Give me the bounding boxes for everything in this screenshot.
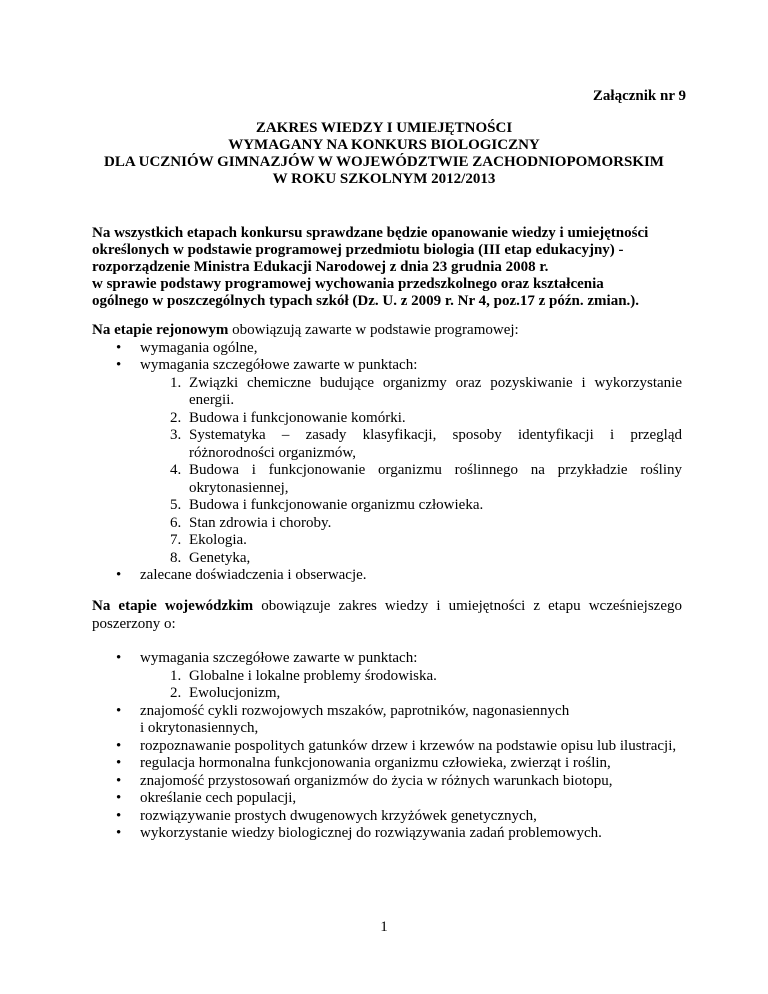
item-number: 2. bbox=[170, 409, 182, 426]
item-number: 1. bbox=[170, 667, 182, 684]
list-item bbox=[140, 685, 682, 703]
item-number: 1. bbox=[170, 374, 182, 391]
cycles-line: znajomość cykli rozwojowych mszaków, paprotników, nagonasiennych bbox=[140, 702, 570, 719]
list-item bbox=[92, 567, 682, 585]
bullet-text: rozwiązywanie prostych dwugenowych krzyżówek genetycznych, bbox=[140, 807, 537, 824]
list-item bbox=[92, 808, 682, 826]
bullet-text: regulacja hormonalna funkcjonowania organizmu człowieka, zwierząt i roślin, bbox=[140, 755, 611, 771]
voivodeship-lead-bold: Na etapie wojewódzkim bbox=[92, 598, 254, 614]
list-item bbox=[92, 703, 682, 738]
item-number: 2. bbox=[170, 685, 182, 701]
cycles-line: i okrytonasiennych, bbox=[140, 720, 259, 736]
item-text: Budowa i funkcjonowanie organizmu roślinnego na przykładzie rośliny okrytonasiennej, bbox=[189, 462, 682, 496]
item-text: Globalne i lokalne problemy środowiska. bbox=[189, 667, 437, 684]
list-item bbox=[92, 340, 682, 358]
regional-bullet-list bbox=[92, 340, 682, 585]
list-item bbox=[92, 650, 682, 703]
regional-numbered-list bbox=[140, 375, 682, 568]
item-text: Budowa i funkcjonowanie organizmu człowieka. bbox=[189, 497, 484, 513]
regional-lead-bold: Na etapie rejonowym bbox=[92, 322, 229, 338]
item-number: 3. bbox=[170, 427, 182, 443]
page-number: 1 bbox=[380, 919, 388, 935]
voivodeship-stage-section bbox=[92, 598, 682, 843]
list-item bbox=[140, 462, 682, 497]
list-item bbox=[140, 497, 682, 515]
item-text: Budowa i funkcjonowanie komórki. bbox=[189, 409, 406, 426]
intro-paragraph bbox=[92, 225, 684, 310]
title-line: DLA UCZNIÓW GIMNAZJÓW W WOJEWÓDZTWIE ZACHODNIOPOMORSKIM bbox=[104, 154, 664, 170]
item-number: 8. bbox=[170, 549, 182, 566]
regional-experiments: zalecane doświadczenia i obserwacje. bbox=[140, 567, 367, 583]
list-item bbox=[140, 515, 682, 533]
item-text: Stan zdrowia i choroby. bbox=[189, 514, 332, 531]
list-item bbox=[140, 410, 682, 428]
intro-line: określonych w podstawie programowej przedmiotu biologia (III etap edukacyjny) - bbox=[92, 242, 624, 258]
intro-line: w sprawie podstawy programowej wychowania przedszkolnego oraz kształcenia bbox=[92, 276, 604, 292]
bullet-text: wykorzystanie wiedzy biologicznej do rozwiązywania zadań problemowych. bbox=[140, 825, 602, 841]
voivodeship-bullet-list bbox=[92, 650, 682, 843]
voivodeship-lead-rest: obowiązuje zakres wiedzy i umiejętności z etapu wcześniejszego poszerzony o: bbox=[92, 598, 682, 632]
regional-lead bbox=[92, 322, 682, 340]
item-text: Związki chemiczne budujące organizmy oraz pozyskiwanie i wykorzystanie energii. bbox=[189, 374, 682, 408]
voivodeship-specific: wymagania szczegółowe zawarte w punktach: bbox=[140, 650, 418, 666]
regional-specific: wymagania szczegółowe zawarte w punktach: bbox=[140, 357, 418, 373]
title-line: W ROKU SZKOLNYM 2012/2013 bbox=[272, 171, 496, 187]
document-title bbox=[60, 120, 708, 188]
list-item bbox=[92, 790, 682, 808]
intro-line: ogólnego w poszczególnych typach szkół (Dz. U. z 2009 r. Nr 4, poz.17 z późn. zmian.). bbox=[92, 293, 640, 309]
item-text: Ekologia. bbox=[189, 532, 247, 548]
title-line: WYMAGANY NA KONKURS BIOLOGICZNY bbox=[228, 137, 540, 153]
list-item bbox=[92, 773, 682, 791]
item-number: 5. bbox=[170, 497, 182, 513]
intro-line: Na wszystkich etapach konkursu sprawdzane będzie opanowanie wiedzy i umiejętności bbox=[92, 225, 649, 241]
bullet-text: znajomość przystosowań organizmów do życia w różnych warunkach biotopu, bbox=[140, 772, 613, 789]
regional-general: wymagania ogólne, bbox=[140, 339, 258, 356]
list-item bbox=[140, 427, 682, 462]
list-item bbox=[92, 825, 682, 843]
list-item bbox=[92, 738, 682, 756]
regional-stage-section bbox=[92, 322, 682, 585]
item-text: Systematyka – zasady klasyfikacji, sposoby identyfikacji i przegląd różnorodności organizmów, bbox=[189, 427, 682, 461]
list-item bbox=[140, 375, 682, 410]
list-item bbox=[92, 755, 682, 773]
item-text: Ewolucjonizm, bbox=[189, 685, 281, 701]
list-item bbox=[140, 532, 682, 550]
item-number: 4. bbox=[170, 462, 182, 478]
list-item bbox=[140, 668, 682, 686]
regional-lead-rest: obowiązują zawarte w podstawie programowej: bbox=[228, 322, 519, 338]
list-item bbox=[140, 550, 682, 568]
bullet-text: określanie cech populacji, bbox=[140, 790, 297, 806]
item-number: 6. bbox=[170, 514, 182, 531]
bullet-text: rozpoznawanie pospolitych gatunków drzew i krzewów na podstawie opisu lub ilustracji, bbox=[140, 737, 677, 754]
voivodeship-lead bbox=[92, 598, 682, 633]
spacer bbox=[92, 633, 682, 650]
item-number: 7. bbox=[170, 532, 182, 548]
item-text: Genetyka, bbox=[189, 549, 251, 566]
voivodeship-numbered-list bbox=[140, 668, 682, 703]
intro-line: rozporządzenie Ministra Edukacji Narodowej z dnia 23 grudnia 2008 r. bbox=[92, 259, 549, 275]
annex-label: Załącznik nr 9 bbox=[592, 88, 686, 104]
title-line: ZAKRES WIEDZY I UMIEJĘTNOŚCI bbox=[255, 120, 513, 136]
list-item bbox=[92, 357, 682, 567]
